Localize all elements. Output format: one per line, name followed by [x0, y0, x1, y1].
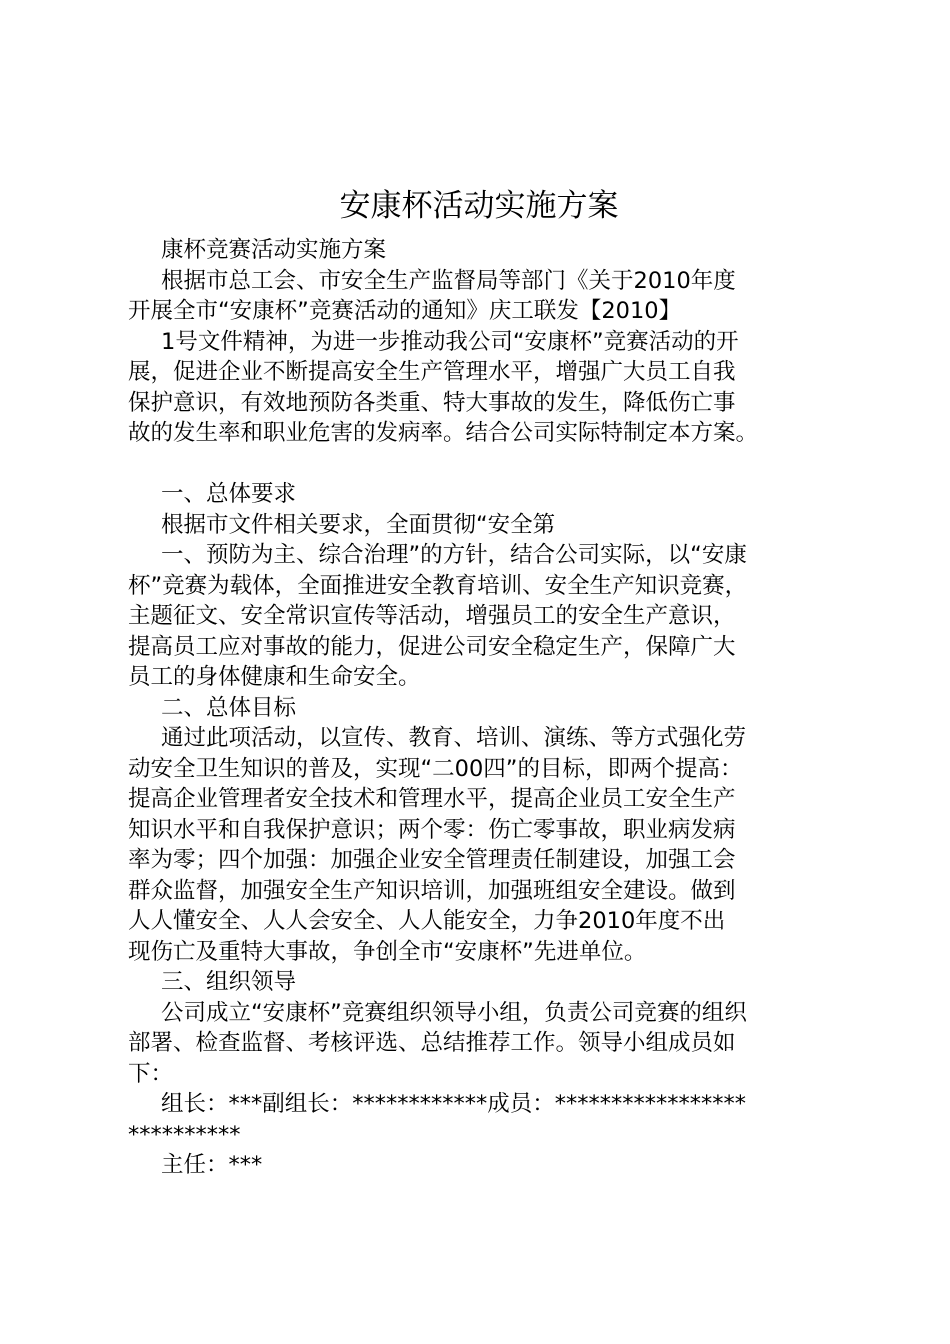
paragraph-line: 动安全卫生知识的普及，实现“二00四”的目标，即两个提高：	[128, 755, 743, 782]
document-body	[128, 235, 838, 1181]
paragraph-line: 杯”竞赛为载体，全面推进安全教育培训、安全生产知识竞赛，	[128, 572, 748, 599]
paragraph-line: 下：	[128, 1060, 174, 1087]
section-heading: 二、总体目标	[161, 694, 297, 721]
document-title: 安康杯活动实施方案	[339, 188, 619, 224]
paragraph-line: 提高员工应对事故的能力，促进公司安全稳定生产，保障广大	[128, 633, 736, 660]
paragraph-line: 组长：***副组长：************成员：*****************	[161, 1091, 747, 1117]
paragraph-line: 知识水平和自我保护意识；两个零：伤亡零事故，职业病发病	[128, 816, 736, 843]
paragraph-line: 提高企业管理者安全技术和管理水平，提高企业员工安全生产	[128, 786, 736, 812]
section-heading: 一、总体要求	[161, 481, 297, 507]
paragraph-line: 员工的身体健康和生命安全。	[128, 664, 421, 690]
paragraph-line: 根据市总工会、市安全生产监督局等部门《关于2010年度	[161, 267, 736, 294]
paragraph-line: 主任：***	[161, 1152, 263, 1178]
paragraph-line: 通过此项活动，以宣传、教育、培训、演练、等方式强化劳	[161, 725, 747, 751]
section-heading: 三、组织领导	[161, 969, 297, 995]
paragraph-line: 故的发生率和职业危害的发病率。结合公司实际特制定本方案。	[128, 420, 759, 446]
paragraph-line: **********	[128, 1121, 241, 1148]
paragraph-line: 人人懂安全、人人会安全、人人能安全，力争2010年度不出	[128, 908, 726, 934]
paragraph-line: 公司成立“安康杯”竞赛组织领导小组，负责公司竞赛的组织	[161, 999, 747, 1026]
paragraph-gap	[128, 449, 838, 480]
paragraph-line: 现伤亡及重特大事故，争创全市“安康杯”先进单位。	[128, 938, 647, 965]
paragraph-line: 主题征文、安全常识宣传等活动，增强员工的安全生产意识，	[128, 603, 736, 629]
paragraph-line: 群众监督，加强安全生产知识培训，加强班组安全建设。做到	[128, 877, 736, 904]
paragraph-line: 部署、检查监督、考核评选、总结推荐工作。领导小组成员如	[128, 1030, 736, 1056]
paragraph-line: 根据市文件相关要求，全面贯彻“安全第	[161, 511, 556, 538]
paragraph-line: 1号文件精神，为进一步推动我公司“安康杯”竞赛活动的开	[161, 328, 739, 355]
paragraph-line: 率为零；四个加强：加强企业安全管理责任制建设，加强工会	[128, 847, 736, 873]
paragraph-line: 保护意识，有效地预防各类重、特大事故的发生，降低伤亡事	[128, 389, 736, 416]
subtitle-line: 康杯竞赛活动实施方案	[161, 237, 387, 263]
paragraph-line: 开展全市“安康杯”竞赛活动的通知》庆工联发【2010】	[128, 298, 682, 324]
paragraph-line: 展，促进企业不断提高安全生产管理水平，增强广大员工自我	[128, 359, 736, 385]
paragraph-line: 一、预防为主、综合治理”的方针，结合公司实际，以“安康	[161, 542, 747, 568]
